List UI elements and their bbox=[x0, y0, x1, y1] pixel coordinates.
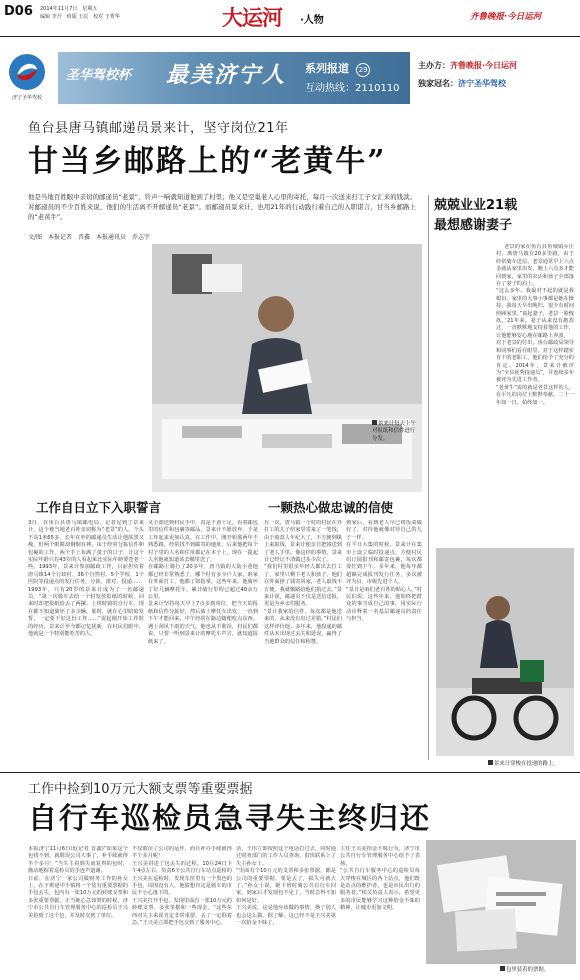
section-logo-text: 大运河 bbox=[222, 5, 282, 30]
story1-column-4: 到家后，看到老人早已将饭菜做好了，对待他就像对待自己的儿子一样。 在平日大集的时候，景来计在集市上设立临时投递点，方便村民们订阅报刊和邮寄包裹，每次都要忙到下午。多年来，他每年都超额完成报刊发行任务，多次被评为县、市级先进个人。 “景计是咱们老百姓的贴心人。”村民们说。这些年来，他始终把群众的事当成自己的事，用实际行动诠释着一名基层邮递员的责任与担当。 bbox=[346, 520, 422, 623]
masthead-rule bbox=[0, 36, 580, 37]
section-logo bbox=[222, 2, 340, 34]
banner-series bbox=[305, 57, 370, 77]
organizer-name: 齐鲁晚报·今日运河 bbox=[450, 61, 518, 70]
receipts-illustration bbox=[426, 840, 576, 964]
story2-headline: 自行车巡检员急寻失主终归还 bbox=[28, 801, 432, 835]
caption-marker-icon bbox=[372, 420, 377, 425]
date-line: 2014年11月7日 星期五 bbox=[40, 6, 98, 12]
section-name: ·人物 bbox=[300, 15, 324, 26]
sidebar-title bbox=[434, 196, 574, 236]
story2-column-1: 本报济宁11月6日讯(记者 晋鑫)“如果这个包找不到，就耽误公司大事了，补手续就得半个多月！”当失主看到失而复得的包时，激动地握着巡检员的手连声道谢。 日前，在济宁一家公司做财务工作的孙女士，在下班途中不慎将一个装有重要票据的手包丢失，包内有一张10万元的转账支票和多张重要票据。正当她心急如焚的时候，济宁市公共自行车管理服务中心的巡检员王兴美捡到了这个包，并及时交到了单位。 bbox=[28, 846, 128, 919]
banner-hotline: 互动热线：2110110 bbox=[305, 83, 400, 94]
page-number: D06 bbox=[4, 4, 33, 19]
story2-column-2: 不仅耽误了公司的运作，而且补办手续就得半个多月呢！ 王兴美讲述了包丢失的过程。10月24日下午4点左右，负责6个公共自行车站点巡检的王兴美在巡检时，发现车筐里有一个黑色的手包，周围没有人，他猜想肯定是骑车的市民不小心落下的。 王兴美打开手包，发现里面有一张10万元的转账支票、多张单据和一些现金。“这些东西对失主来说肯定非常重要，丢了一定很着急。”王兴美立即把手包交到了服务中心。 bbox=[132, 846, 232, 927]
story1-lead: 他是当地百姓眼中亲切的邮递员“老景”，铃声一响就知道他到了村里；他又是空巢老人心里的寄托，每月一次送来打工子女汇来的钱款。对邮递员的不少百姓来说，他们的生活离不开邮递员“老景”。而邮递员景来计，也用21年的行动践行着自己的入职诺言，甘当乡邮路上的“老黄牛”。 bbox=[28, 193, 416, 221]
series-banner bbox=[0, 42, 580, 110]
caption-marker-icon bbox=[500, 966, 505, 971]
story1-subhead-1: 工作自日立下入职誓言 bbox=[36, 500, 162, 515]
postman-sorting-illustration bbox=[152, 244, 422, 492]
banner-title: 最美济宁人 bbox=[166, 62, 287, 88]
story2-column-3: 话，王伟立即按照这个电话打过去，同时通过财务部门的工作人员查询，很快联系上了失主孙女士。 “里面有个10万元的支票和多张票据，都是公司的重要票据，要是丢了，损失可就大了。”孙女士说，她下班时骑公共自行车回家，到家后才发现包不见了，当时急得不知如何是好。 王兴美说，这是他应该做的事情，换了别人也会这么做。据了解，这已经不是王兴美第一次拾金不昧了。 bbox=[236, 846, 336, 927]
school-logo bbox=[2, 52, 52, 104]
cosponsor-label: 独家冠名： bbox=[418, 79, 458, 88]
story1-column-3: 有一次，唐马镇一个村的村民在外打工的儿子给家里寄来了一笔钱，由于收款人年纪大了，不方便到镇上来取钱，景来计便亲自把钱送到了老人手里。像这样的事情，景来计已经记不清做过多少次了。 “我们村里很多年轻人都出去打工了，家里只剩下老人和孩子，他们在外面挣了钱寄回家，老人取钱不方便，我就顺路给他们捎过去。”景来计说，邮递员不仅是送信送报，更是为乡亲们服务。 “景计我家的信件，每次都是他送来的，从来没有出过差错。”村民们这样评价他。多年来，他投递的邮件从未出现过丢失和延误，赢得了当地群众的信任和称赞。 bbox=[264, 520, 342, 645]
story1-photo-caption bbox=[372, 420, 418, 443]
cosponsor-name: 济宁圣华驾校 bbox=[458, 79, 506, 88]
page-masthead bbox=[0, 0, 580, 38]
sidebar-title-text: 兢兢业业21载 最想感谢妻子 bbox=[434, 198, 518, 233]
story1-main-photo bbox=[152, 244, 422, 492]
story2-photo-caption bbox=[500, 966, 578, 974]
story1-photo-caption-text: 景来计每天上午对报纸和信件进行分发。 bbox=[372, 421, 416, 442]
staff-line: 编辑 李吾 组版 王辰 校对 王秀华 bbox=[40, 14, 120, 20]
story1-subhead-2: 一颗热心做忠诚的信使 bbox=[268, 500, 394, 515]
story2-photo bbox=[426, 840, 576, 964]
swirl-logo-icon bbox=[7, 52, 47, 92]
sidebar-photo-caption-text: 景来计穿梭在投递的路上。 bbox=[494, 761, 559, 767]
sidebar-photo-caption bbox=[488, 760, 578, 768]
banner-series-label: 系列报道 bbox=[305, 62, 349, 75]
story1-kicker: 鱼台县唐马镇邮递员景来计，坚守岗位21年 bbox=[28, 121, 289, 136]
school-logo-label: 济宁圣华驾校 bbox=[11, 95, 42, 101]
paper-brand: 齐鲁晚报·今日运河 bbox=[470, 12, 542, 22]
column-divider bbox=[428, 195, 429, 760]
caption-marker-icon bbox=[488, 760, 493, 765]
story1-column-1: 3日，在鱼台县唐马镇邮电局，记者见到了景来计，这个被当地老百姓亲切称为“老景”的人，个头不高1米65多，长年在外的邮递员生活让他肤黑又瘦，但两个眼睛却炯炯有神。由于经常分拣信件和包裹的工作，两个手上布满了茧子的口子，让这个实际年龄只有43岁的人看起来比实际年龄要苍老一些。1993年，景来计参加邮政工作，目前担负着唐马镇14个行政村、36个自然村、5个学校、1个医院等投递点的发行任务，分拣、排对、投递…… 1993年，只有20岁的景来计成为了一名邮递员。“第一次骑车去给一个村发放报纸的时候，回来时却把报纸给丢了两摞。上班时骑的自行车，现在都不知道骑坏了多少辆。那时，就在心里暗暗发誓，一定要干好这份工作……”说起刚开始工作时的经历，景来计至今都记忆犹新，在村民们眼中，他就是一个特别能吃苦的人。 bbox=[28, 520, 144, 638]
story2-photo-caption-text: 包里装着的票据。 bbox=[506, 967, 550, 973]
organizer-label: 主办方： bbox=[418, 61, 450, 70]
banner-sponsor: 圣华驾校杯 bbox=[66, 68, 132, 83]
banner-series-number: 29 bbox=[356, 63, 370, 77]
story1-column-2: 又全部送到村民手中，真是干劲十足。看着邮包里的信件和包裹等邮品，景来计不愿放弃，于是工作起来更加认真。在工作中，刚开始那两年不熟悉路，经常找不到邮寄的地址，后来他把每个村子里的人名和住址都记在本子上，现在一提起人名他就知道该去哪里送了。 在邮路上骑行了20多年，唐马镇的大街小巷他都已经非常熟悉了，哪个村有多少户人家，谁家在外面打工，他都了如指掌。这些年来，他骑坏了好几辆摩托车，累计骑行里程已超过40余万公里。 景来计坚持每天早上7点多到单位，把当天的报纸和信件分拣好，然后骑上摩托车出发，一直到下午才能回来，中午经常在路边随便吃点东西。遇上刮风下雨的天气，他也从不耽误，村民们都说，只要一听到景来计的摩托车声音，就知道报纸来了。 bbox=[148, 520, 258, 645]
banner-strip bbox=[58, 52, 410, 104]
postman-riding-illustration bbox=[436, 548, 574, 756]
story2-column-4: 主任王兴美拾金不昧行为，济宁市公共自行车管理服务中心给予了表扬。 “公共自行车服务中心的巡检员每天穿梭在城区的各个站点，他们既是站点的维护者，也是市民出行的服务者。”相关负责人表示，希望更多的市民能够学习这种拾金不昧的精神，让城市更加文明。 bbox=[340, 846, 420, 912]
story1-byline: 文/图 本报记者 晋鑫 本报通讯员 乔志宇 bbox=[28, 234, 151, 241]
story1-headline: 甘当乡邮路上的“老黄牛” bbox=[28, 144, 387, 179]
story-separator bbox=[0, 772, 580, 773]
story2-kicker: 工作中捡到10万元大额支票等重要票据 bbox=[28, 782, 253, 797]
sidebar-photo bbox=[436, 548, 574, 756]
sidebar-text: 老景的家在鱼台县鱼城镇乔庄村，离唐马镇有20多里路。由于经常骑车送信，老景通常早上六点多就从家里出发，晚上六点多才能回到家，家里的农活和孩子全部落在了妻子的肩上。 “这么多年，我最对不起的就是我媳妇，家里的大事小事都是她在操持，我每天早出晚归，很少有时间照顾家里。”说起妻子，老景一脸愧疚。21年来，妻子从来没有抱怨过，一直默默地支持着他的工作，让他能够安心地在邮路上奔波。 对于老景的付出，鱼台邮政局领导和同事们看在眼里。对于这样踏实肯干的老职工，他们给予了充分的肯定。2014年，景来计被评为“全县优秀投递员”，并连续多年被评为先进工作者。 “老黄牛”说的就是老景这样的人，在平凡的岗位上默默奉献，二十一年如一日，始终如一。 bbox=[496, 244, 574, 406]
banner-organizer bbox=[418, 60, 517, 71]
banner-cosponsor bbox=[418, 78, 506, 89]
